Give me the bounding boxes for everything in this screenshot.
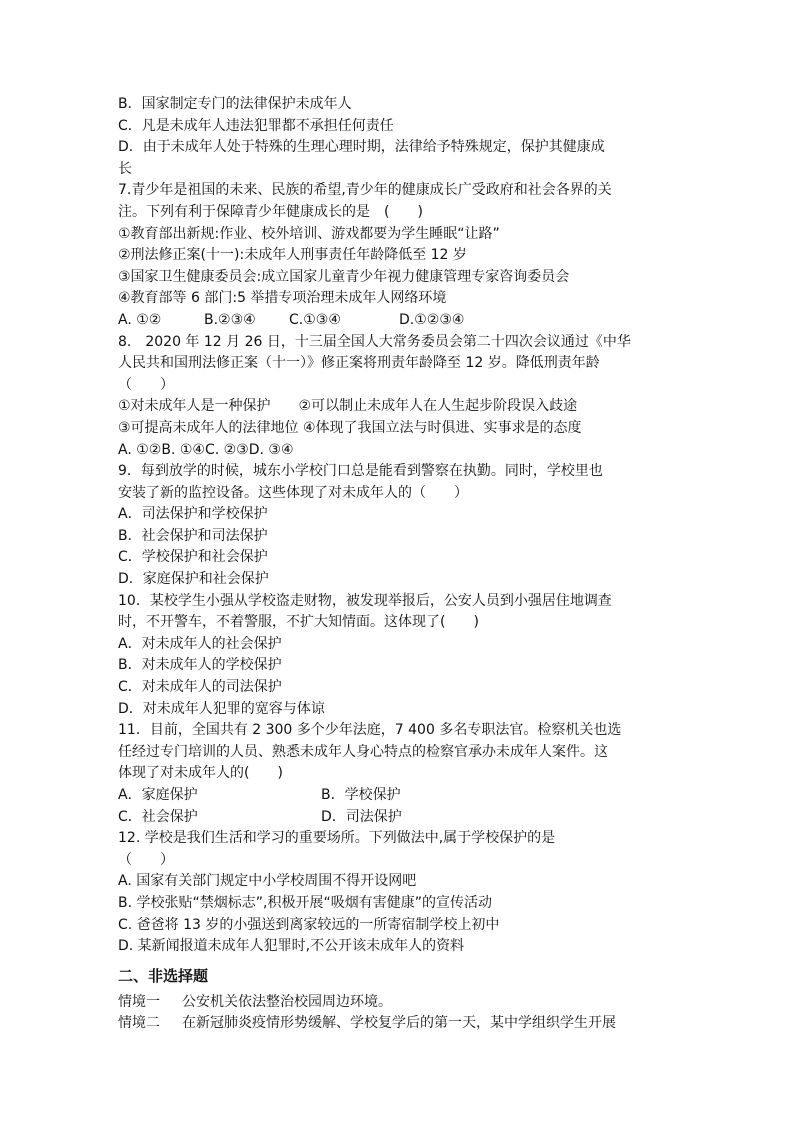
q12-stem-line1: 12. 学校是我们生活和学习的重要场所。下列做法中,属于学校保护的是 [118, 830, 556, 847]
q7-option-c: C.①③④ [289, 311, 341, 328]
q10-option-c: C．对未成年人的司法保护 [118, 679, 282, 696]
q11-option-a: A．家庭保护 [118, 787, 198, 803]
q7-stem-line2: 注。下列有利于保障青少年健康成长的是 ( ) [118, 203, 423, 220]
exam-page [118, 94, 678, 1035]
q11-option-d: D．司法保护 [321, 808, 402, 825]
q7-item-3: ③国家卫生健康委员会:成立国家儿童青少年视力健康管理专家咨询委员会 [118, 268, 570, 285]
q8-items-line2: ③可提高未成年人的法律地位 ④体现了我国立法与时俱进、实事求是的态度 [118, 419, 582, 436]
q7-options [118, 310, 678, 332]
q11-options-row1 [118, 785, 678, 807]
q11-stem-line2: 任经过专门培训的人员、熟悉未成年人身心特点的检察官承办未成年人案件。这 [118, 743, 608, 760]
situation-1 [118, 992, 678, 1014]
q9-option-c: C．学校保护和社会保护 [118, 549, 268, 566]
q12-stem-line2: （ ） [118, 851, 174, 868]
q9-stem-line2: 安装了新的监控设备。这些体现了对未成年人的（ ） [118, 484, 468, 501]
situation-2-text: 在新冠肺炎疫情形势缓解、学校复学后的第一天，某中学组织学生开展 [182, 1015, 616, 1032]
q11-option-c: C．社会保护 [118, 808, 198, 825]
situation-2 [118, 1013, 678, 1035]
situation-1-tag: 情境一 [118, 993, 160, 1010]
q7-option-b: B.②③④ [204, 311, 256, 328]
q10-stem-line2: 时，不开警车，不着警服，不扩大知情面。这体现了( ) [118, 614, 479, 631]
situation-1-text: 公安机关依法整治校园周边环境。 [182, 993, 392, 1010]
q11-stem-line3: 体现了对未成年人的( ) [118, 765, 283, 782]
q10-stem-line1: 10．某校学生小强从学校盗走财物，被发现举报后，公安人员到小强居住地调查 [118, 592, 612, 609]
situation-2-tag: 情境二 [118, 1015, 160, 1032]
q9-option-d: D．家庭保护和社会保护 [118, 571, 269, 588]
q12-option-b: B. 学校张贴“禁烟标志”,积极开展“吸烟有害健康”的宣传活动 [118, 894, 492, 911]
q9-stem-line1: 9．每到放学的时候，城东小学校门口总是能看到警察在执勤。同时，学校里也 [118, 463, 603, 480]
q8-items-line1: ①对未成年人是一种保护 ②可以制止未成年人在人生起步阶段误入歧途 [118, 398, 578, 415]
q7-stem-line1: 7.青少年是祖国的未来、民族的希望,青少年的健康成长广受政府和社会各界的关 [118, 182, 612, 199]
q11-stem-line1: 11．目前，全国共有 2 300 多个少年法庭，7 400 多名专职法官。检察机关也选 [118, 722, 622, 739]
q8-stem-line3: （ ） [118, 376, 174, 393]
q8-stem-line2: 人民共和国刑法修正案（十一）》修正案将刑责年龄降至 12 岁。降低刑责年龄 [118, 355, 600, 372]
q9-option-b: B．社会保护和司法保护 [118, 527, 268, 544]
q6-option-d-line1: D．由于未成年人处于特殊的生理心理时期，法律给予特殊规定，保护其健康成 [118, 139, 605, 156]
q9-option-a: A．司法保护和学校保护 [118, 506, 268, 523]
q7-item-4: ④教育部等 6 部门:5 举措专项治理未成年人网络环境 [118, 290, 447, 307]
q6-option-b: B．国家制定专门的法律保护未成年人 [118, 96, 352, 112]
q12-option-c: C. 爸爸将 13 岁的小强送到离家较远的一所寄宿制学校上初中 [118, 916, 500, 933]
q8-options: A. ①②B. ①④C. ②③D. ③④ [118, 441, 294, 458]
q10-option-b: B．对未成年人的学校保护 [118, 657, 282, 674]
q6-option-c: C．凡是未成年人违法犯罪都不承担任何责任 [118, 117, 394, 134]
q10-option-a: A．对未成年人的社会保护 [118, 635, 282, 652]
q8-stem-line1: 8. 2020 年 12 月 26 日，十三届全国人大常务委员会第二十四次会议通过《中华 [118, 333, 631, 350]
q12-option-d: D. 某新闻报道未成年人犯罪时,不公开该未成年人的资料 [118, 938, 465, 955]
q6-option-d-line2: 长 [118, 160, 132, 177]
q7-item-2: ②刑法修正案(十一):未成年人刑事责任年龄降低至 12 岁 [118, 247, 467, 264]
q12-option-a: A. 国家有关部门规定中小学校周围不得开设网吧 [118, 873, 417, 890]
q7-option-a: A. ①② [118, 311, 162, 328]
q7-item-1: ①教育部出新规:作业、校外培训、游戏都要为学生睡眠“让路” [118, 225, 500, 242]
q7-option-d: D.①②③④ [399, 311, 465, 328]
q11-option-b: B．学校保护 [321, 787, 401, 803]
section-title: 二、非选择题 [118, 966, 209, 985]
q10-option-d: D．对未成年人犯罪的宽容与体谅 [118, 700, 325, 717]
q11-options-row2 [118, 807, 678, 829]
